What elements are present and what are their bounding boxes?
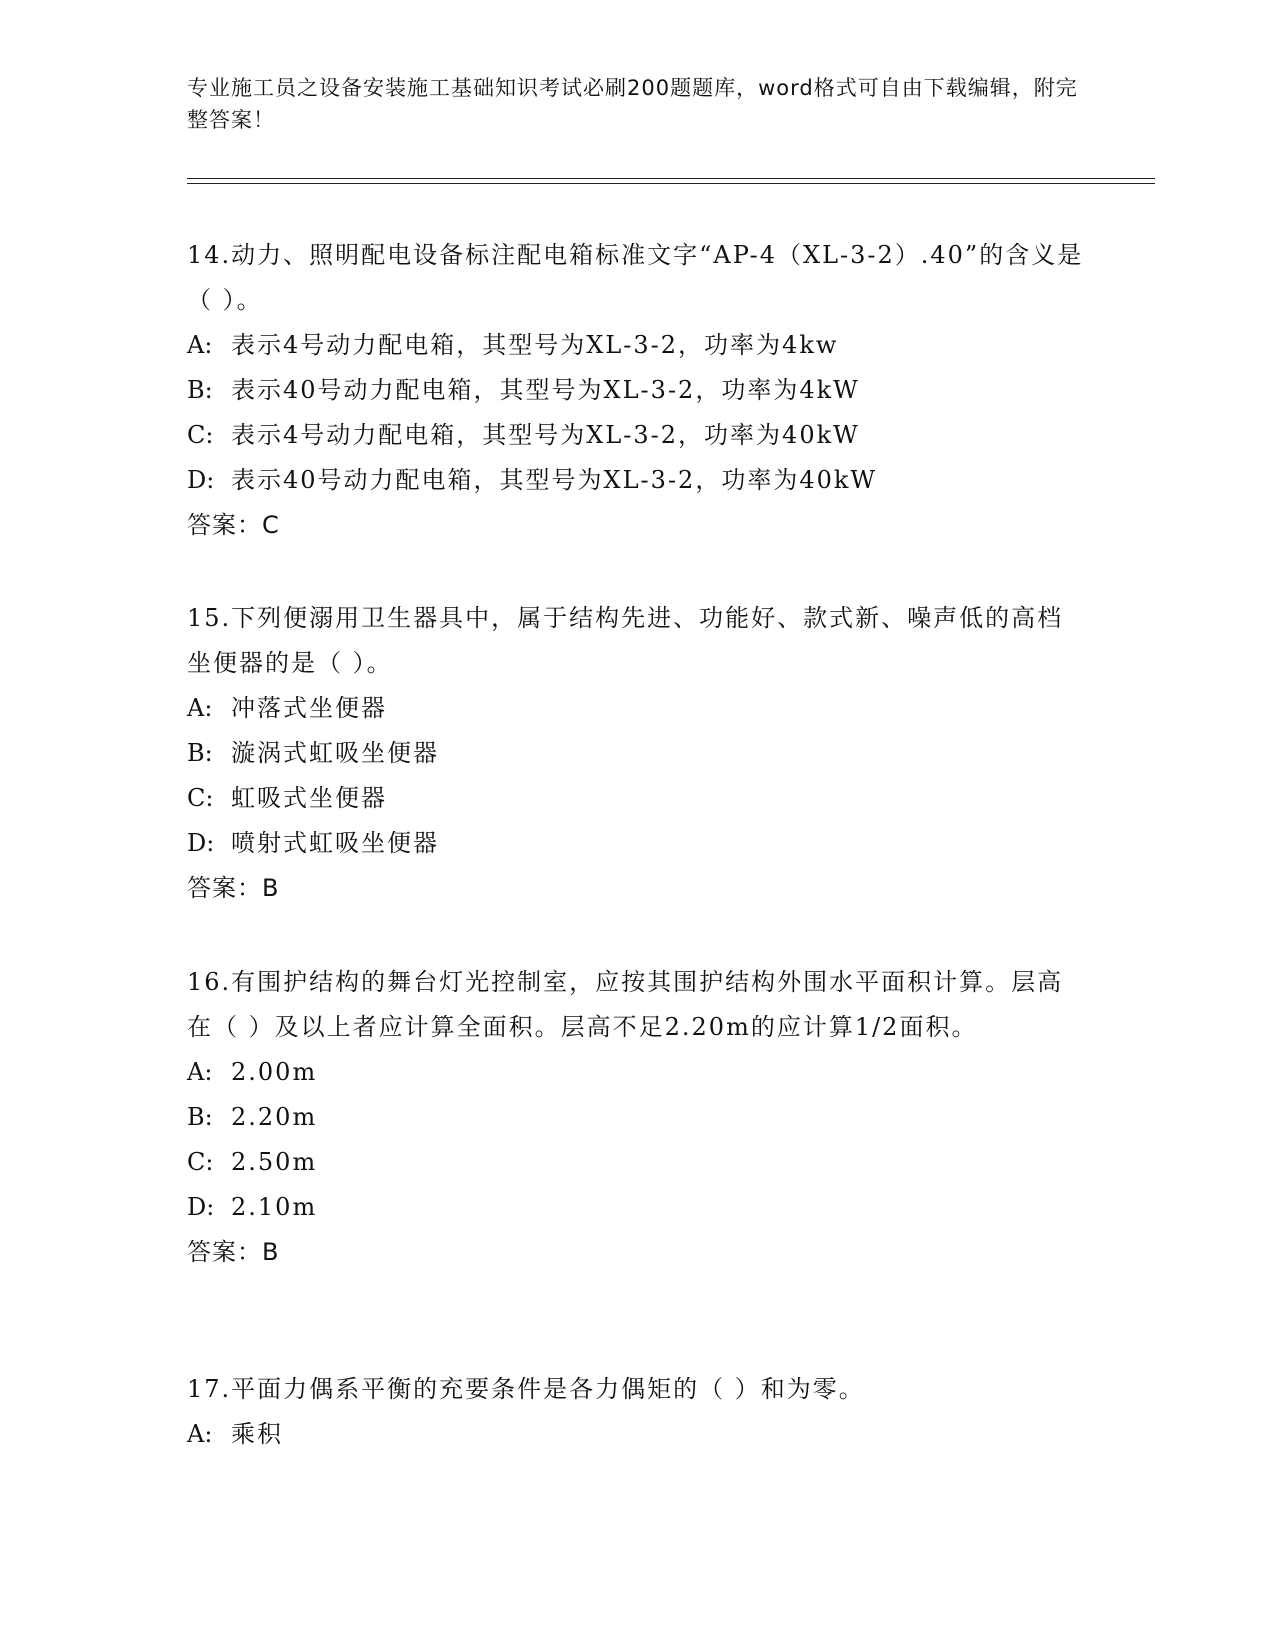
option-c — [187, 413, 1087, 458]
option-text: 虹吸式坐便器 — [231, 784, 387, 812]
question-stem: 15.下列便溺用卫生器具中，属于结构先进、功能好、款式新、噪声低的高档坐便器的是（ ）。 — [187, 604, 1064, 677]
option-d — [187, 821, 1087, 866]
option-text: 乘积 — [231, 1420, 283, 1448]
option-text: 表示4号动力配电箱，其型号为XL-3-2，功率为40kW — [231, 421, 860, 449]
option-text: 冲落式坐便器 — [231, 694, 387, 722]
option-text: 漩涡式虹吸坐便器 — [231, 739, 439, 767]
option-c — [187, 1140, 1087, 1185]
option-text: 2.20m — [231, 1103, 318, 1131]
option-key: A: — [187, 1058, 213, 1086]
option-key: C: — [187, 1148, 214, 1176]
option-key: B: — [187, 1103, 213, 1131]
option-key: C: — [187, 421, 214, 449]
option-text: 表示40号动力配电箱，其型号为XL-3-2，功率为40kW — [231, 466, 878, 494]
option-d — [187, 1185, 1087, 1230]
question-14 — [187, 233, 1087, 548]
option-text: 表示40号动力配电箱，其型号为XL-3-2，功率为4kW — [231, 376, 860, 404]
answer-line: 答案：B — [187, 874, 280, 902]
option-text: 2.00m — [231, 1058, 318, 1086]
option-text: 表示4号动力配电箱，其型号为XL-3-2，功率为4kw — [231, 331, 839, 359]
question-15 — [187, 596, 1087, 911]
option-c — [187, 776, 1087, 821]
option-key: D: — [187, 829, 215, 857]
answer-line: 答案：B — [187, 1238, 280, 1266]
option-text: 2.50m — [231, 1148, 318, 1176]
option-a — [187, 1050, 1087, 1095]
option-b — [187, 368, 1087, 413]
question-17 — [187, 1367, 1087, 1457]
option-key: B: — [187, 739, 213, 767]
question-stem: 16.有围护结构的舞台灯光控制室，应按其围护结构外围水平面积计算。层高在（ ）及以上者应计算全面积。层高不足2.20m的应计算1/2面积。 — [187, 968, 1064, 1041]
answer-line: 答案：C — [187, 511, 280, 539]
option-key: C: — [187, 784, 214, 812]
option-a — [187, 686, 1087, 731]
document-header-title: 专业施工员之设备安装施工基础知识考试必刷200题题库，word格式可自由下载编辑，附完整答案！ — [187, 76, 1078, 132]
question-16 — [187, 960, 1087, 1275]
option-key: D: — [187, 466, 215, 494]
option-text: 2.10m — [231, 1193, 318, 1221]
option-key: A: — [187, 1420, 213, 1448]
header-divider-top — [187, 178, 1155, 179]
option-text: 喷射式虹吸坐便器 — [231, 829, 439, 857]
option-d — [187, 458, 1087, 503]
option-a — [187, 323, 1087, 368]
option-b — [187, 1095, 1087, 1140]
option-key: B: — [187, 376, 213, 404]
option-key: A: — [187, 331, 213, 359]
option-key: A: — [187, 694, 213, 722]
option-b — [187, 731, 1087, 776]
option-a — [187, 1412, 1087, 1457]
question-stem: 17.平面力偶系平衡的充要条件是各力偶矩的（ ）和为零。 — [187, 1375, 865, 1403]
option-key: D: — [187, 1193, 215, 1221]
header-divider-bottom — [187, 183, 1155, 184]
question-stem: 14.动力、照明配电设备标注配电箱标准文字“AP-4（XL-3-2）.40”的含义是（ ）。 — [187, 241, 1084, 314]
